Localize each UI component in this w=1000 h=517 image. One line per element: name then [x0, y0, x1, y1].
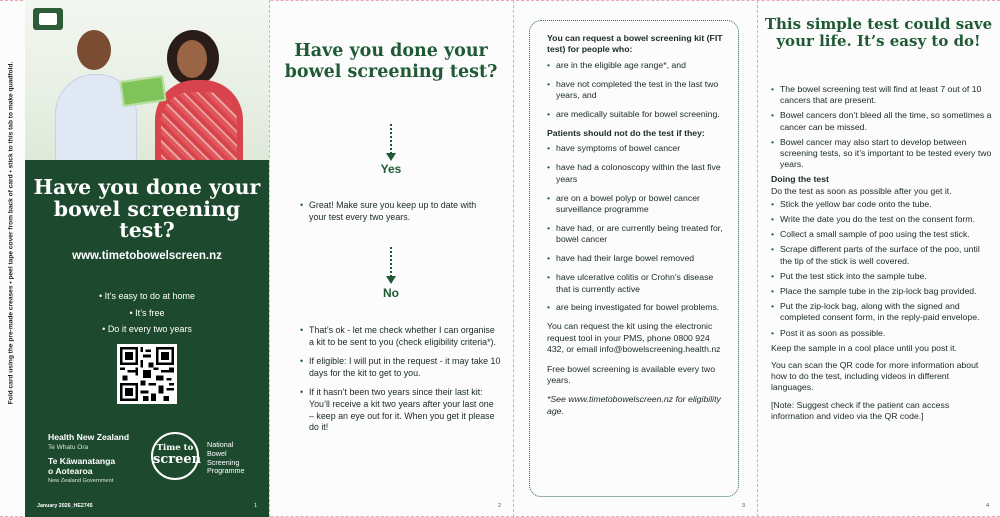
howto-content	[771, 84, 993, 428]
list-item: • have ulcerative colitis or Crohn’s disease that is currently active	[547, 272, 729, 295]
list-item: • Scrape different parts of the surface of the poo, until the tip of the stick is well covered.	[771, 244, 993, 266]
free-screening-info: Free bowel screening is available every two years.	[547, 363, 716, 385]
qr-code-image	[120, 347, 174, 401]
page-number: 1	[254, 503, 258, 509]
exclusion-heading: Patients should not do the test if they:	[547, 127, 705, 138]
list-item: • are medically suitable for bowel screening.	[547, 109, 729, 120]
list-item: • The bowel screening test will find at least 7 out of 10 cancers that are present.	[771, 84, 993, 106]
list-item: • have not completed the test in the last two years, and	[547, 79, 729, 102]
panel-question	[269, 0, 513, 517]
list-item: • That’s ok - let me check whether I can organise a kit to be sent to you (check eligibility criteria*).	[299, 325, 501, 348]
list-item: • have had their large bowel removed	[547, 253, 729, 264]
list-item: • Stick the yellow bar code onto the tube.	[771, 199, 993, 210]
panel-eligibility	[513, 0, 757, 517]
gov-subtitle: New Zealand Government	[48, 478, 114, 484]
eligibility-footnote: *See www.timetobowelscreen.nz for eligibility age.	[547, 394, 721, 416]
eligibility-content	[547, 33, 729, 425]
no-list	[299, 325, 501, 442]
benefit-item: • It’s free	[129, 307, 165, 318]
qr-info: You can scan the QR code for more information about how to do the test, including videos in different languages.	[771, 360, 979, 393]
list-item: • are being investigated for bowel problems.	[547, 302, 729, 313]
qr-note: [Note: Suggest check if the patient can access information and video via the QR code.]	[771, 399, 950, 421]
health-nz-logo	[48, 432, 129, 484]
page-number: 4	[986, 503, 990, 509]
arrow-down-icon	[386, 247, 396, 287]
fold-instructions	[4, 18, 18, 448]
list-item: • If it hasn’t been two years since their last kit: You’ll receive a kit two years after your last one – keep an eye out for it. When you get it please do it!	[299, 387, 501, 433]
doing-intro: Do the test as soon as possible after you get it.	[771, 185, 952, 196]
list-item: • Collect a small sample of poo using the test stick.	[771, 229, 993, 240]
doing-heading: Doing the test	[771, 174, 829, 185]
hero-photo	[25, 0, 269, 160]
list-item: • If eligible: I will put in the request - it may take 10 days for the kit to get to you.	[299, 356, 501, 379]
eligibility-intro: You can request a bowel screening kit (FIT test) for people who:	[547, 33, 723, 55]
panel-cover	[25, 0, 269, 517]
question-heading: Have you done your bowel screening test?	[284, 41, 498, 82]
list-item: • are in the eligible age range*, and	[547, 60, 729, 71]
list-item: • Put the test stick into the sample tube.	[771, 271, 993, 282]
list-item: • Post it as soon as possible.	[771, 328, 993, 339]
benefit-item: • It’s easy to do at home	[98, 291, 196, 301]
list-item: • have had, or are currently being treated for, bowel cancer	[547, 223, 729, 246]
fold-instructions-text: Fold card using the pre-made creases • peel tape cover from back of card • stick to this tab to make quadfold.	[7, 61, 15, 405]
yes-list	[299, 200, 495, 231]
no-label: No	[383, 286, 399, 300]
eligible-list	[547, 60, 729, 121]
arrow-down-icon	[386, 124, 396, 164]
kit-card-image	[33, 8, 63, 30]
programme-name: National Bowel Screening Programme	[207, 440, 245, 476]
list-item: • Bowel cancer may also start to develop between screening tests, so it’s important to be tested every two years.	[771, 137, 993, 171]
exclusion-list	[547, 143, 729, 313]
qr-code[interactable]	[117, 344, 177, 404]
storage-info: Keep the sample in a cool place until you post it.	[771, 342, 957, 353]
org-maori-name: Te Whatu Ora	[48, 444, 89, 451]
list-item: • Put the zip-lock bag, along with the signed and completed consent form, in the reply-paid envelope.	[771, 301, 993, 323]
panel-how-to	[757, 0, 1000, 517]
org-name: Health New Zealand	[48, 432, 130, 442]
list-item: • Place the sample tube in the zip-lock bag provided.	[771, 286, 993, 297]
page-number: 3	[742, 503, 746, 509]
request-info: You can request the kit using the electronic request tool in your PMS, phone 0800 924 432, or email info@bowelscreening.health.nz	[547, 321, 721, 355]
print-code: January 2026_HE2745	[37, 503, 93, 509]
howto-heading: This simple test could save your life. It’s easy to do!	[764, 15, 993, 50]
gov-name: Te Kāwanatanga o Aotearoa	[48, 456, 116, 476]
list-item: • Great! Make sure you keep up to date with your test every two years.	[299, 200, 495, 223]
yes-label: Yes	[380, 162, 402, 176]
website-link[interactable]: www.timetobowelscreen.nz	[72, 250, 222, 262]
list-item: • have had a colonoscopy within the last five years	[547, 162, 729, 185]
time-to-screen-logo: Time to screen	[151, 432, 199, 480]
list-item: • have symptoms of bowel cancer	[547, 143, 729, 154]
page-number: 2	[498, 503, 502, 509]
facts-list	[771, 84, 993, 170]
cover-heading: Have you done your bowel screening test?	[33, 175, 261, 242]
list-item: • are on a bowel polyp or bowel cancer surveillance programme	[547, 193, 729, 216]
steps-list	[771, 199, 993, 339]
benefit-item: • Do it every two years	[102, 324, 192, 334]
cover-benefits-list	[25, 288, 269, 338]
list-item: • Bowel cancers don’t bleed all the time, so sometimes a cancer can be missed.	[771, 110, 993, 132]
list-item: • Write the date you do the test on the consent form.	[771, 214, 993, 225]
